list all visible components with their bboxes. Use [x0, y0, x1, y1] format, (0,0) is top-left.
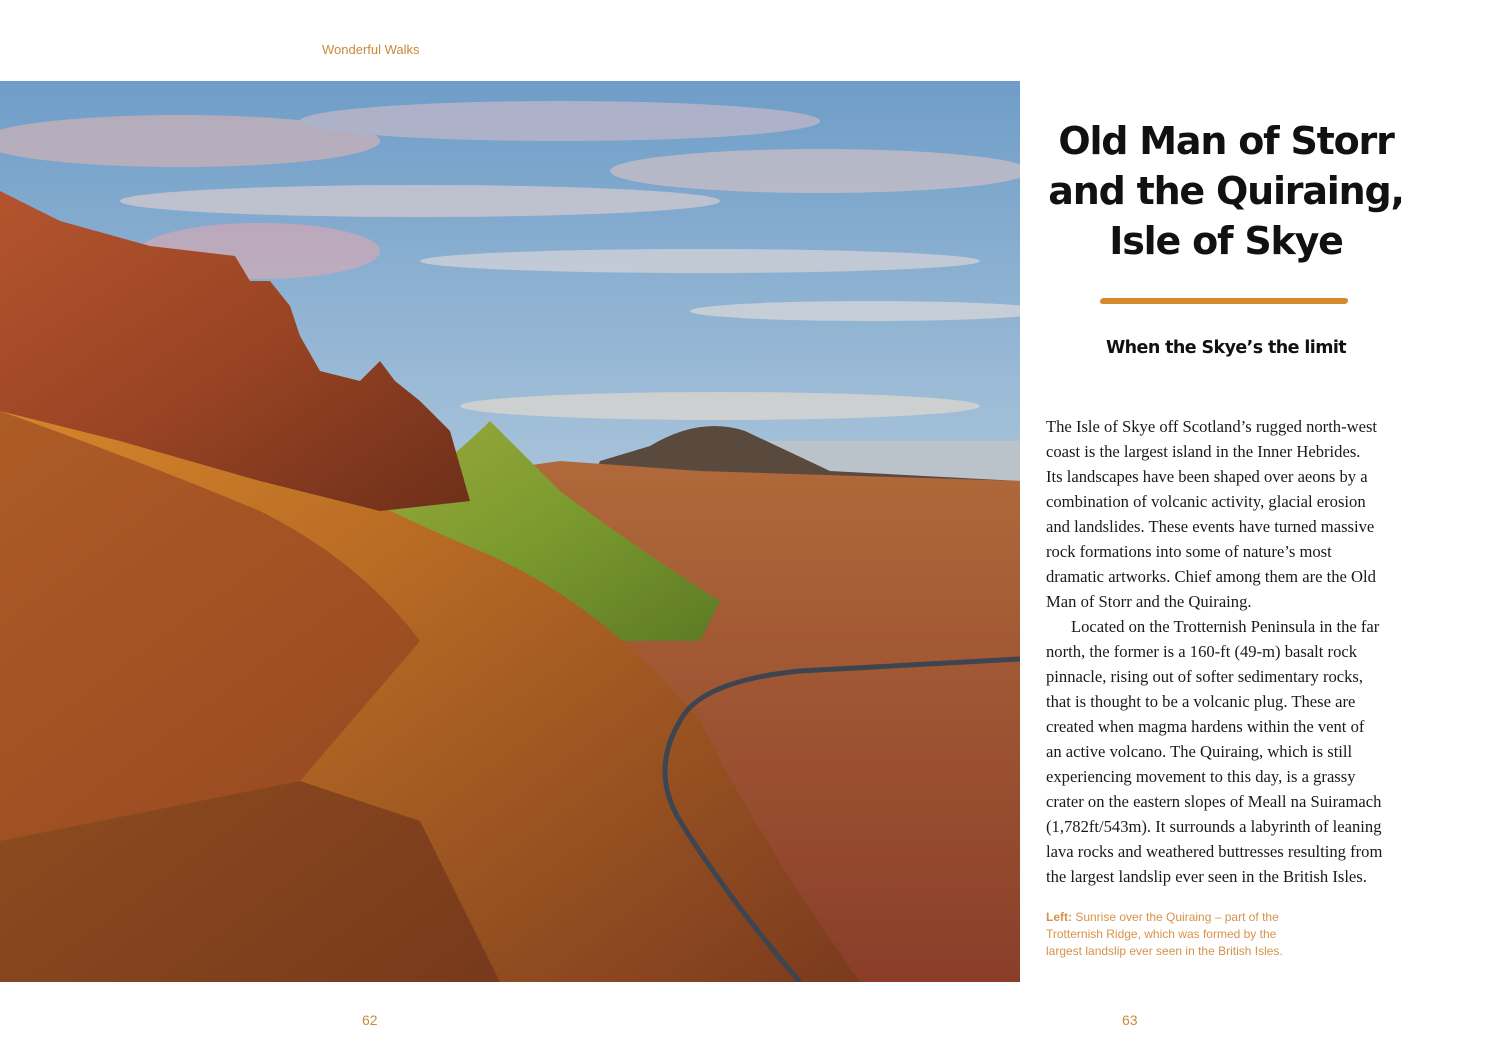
- title-line: Old Man of Storr: [1058, 119, 1394, 163]
- body-line: that is thought to be a volcanic plug. These are: [1046, 692, 1356, 711]
- caption-line: largest landslip ever seen in the British Isles.: [1046, 944, 1283, 958]
- subtitle: When the Skye’s the limit: [1105, 338, 1347, 358]
- body-line: Located on the Trotternish Peninsula in the far: [1071, 617, 1380, 636]
- page-title: [1036, 116, 1416, 266]
- body-line: The Isle of Skye off Scotland’s rugged north-west: [1046, 417, 1378, 436]
- body-line: Man of Storr and the Quiraing.: [1046, 592, 1252, 611]
- title-underline: [1100, 298, 1349, 304]
- page-number-right: 63: [1122, 1012, 1138, 1028]
- body-line: combination of volcanic activity, glacial erosion: [1046, 492, 1366, 511]
- title-line: and the Quiraing,: [1048, 169, 1404, 213]
- running-head: Wonderful Walks: [322, 42, 420, 57]
- body-line: and landslides. These events have turned massive: [1046, 517, 1375, 536]
- caption-line: Trotternish Ridge, which was formed by the: [1046, 927, 1277, 941]
- body-line: pinnacle, rising out of softer sedimentary rocks,: [1046, 667, 1364, 686]
- body-line: experiencing movement to this day, is a grassy: [1046, 767, 1356, 786]
- body-line: north, the former is a 160-ft (49-m) basalt rock: [1046, 642, 1358, 661]
- body-line: (1,782ft/543m). It surrounds a labyrinth of leaning: [1046, 817, 1382, 836]
- body-line: the largest landslip ever seen in the British Isles.: [1046, 867, 1367, 886]
- body-line: coast is the largest island in the Inner Hebrides.: [1046, 442, 1361, 461]
- body-line: an active volcano. The Quiraing, which is still: [1046, 742, 1353, 761]
- body-line: dramatic artworks. Chief among them are the Old: [1046, 567, 1376, 586]
- caption-line: [1046, 909, 1306, 926]
- body-line: lava rocks and weathered buttresses resulting from: [1046, 842, 1383, 861]
- caption-text: Sunrise over the Quiraing – part of the: [1072, 910, 1279, 924]
- body-line: Its landscapes have been shaped over aeons by a: [1046, 467, 1368, 486]
- body-line: crater on the eastern slopes of Meall na Suiramach: [1046, 792, 1382, 811]
- page-number-left: 62: [362, 1012, 378, 1028]
- title-line: Isle of Skye: [1109, 219, 1343, 263]
- body-line: created when magma hardens within the vent of: [1046, 717, 1365, 736]
- landscape-photo: [0, 81, 1020, 982]
- body-line: rock formations into some of nature’s most: [1046, 542, 1332, 561]
- caption-label: Left:: [1046, 910, 1072, 924]
- body-text: [1046, 414, 1416, 889]
- photo-caption: [1046, 909, 1306, 960]
